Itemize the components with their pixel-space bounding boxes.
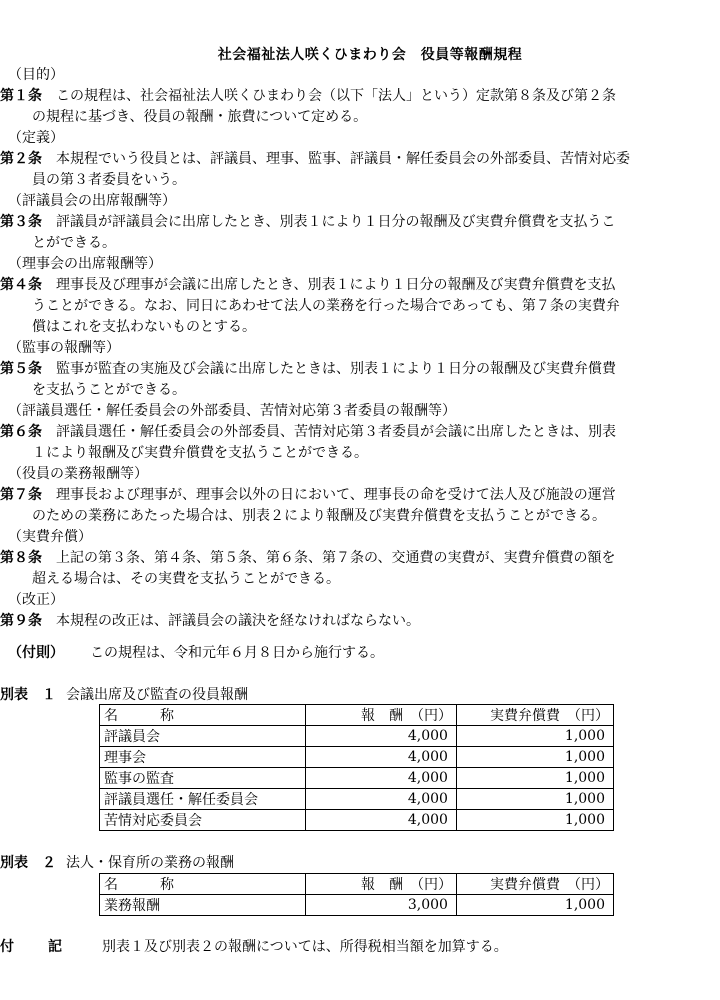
table-header-row (100, 705, 614, 726)
row-name-cell: 苦情対応委員会 (100, 810, 306, 831)
article-text: 理事長および理事が、理事会以外の日において、理事長の命を受けて法人及び施設の運営 (42, 487, 616, 503)
table-row (100, 768, 614, 789)
row-name-cell: 監事の監査 (100, 768, 306, 789)
article-first-line (0, 148, 630, 168)
document-title: 社会福祉法人咲くひまわり会 役員等報酬規程 (217, 47, 523, 63)
table1-remuneration (99, 704, 614, 831)
supplementary-provision (8, 642, 384, 662)
row-name-cell: 評議員選任・解任委員会 (100, 789, 306, 810)
article-number: 第４条 (0, 277, 42, 293)
article-first-line (0, 547, 615, 567)
article-first-line (0, 211, 615, 231)
article-number: 第９条 (0, 613, 42, 629)
article-first-line (0, 421, 616, 441)
article-text: 本規程の改正は、評議員会の議決を経なければならない。 (42, 613, 420, 629)
article-caption: （監事の報酬等） (8, 340, 120, 356)
article-first-line (0, 358, 616, 378)
note-label: 付 記 (0, 939, 72, 955)
fee-cell: 4,000 (306, 789, 457, 810)
table2-title: 法人・保育所の業務の報酬 (66, 855, 234, 871)
fee-cell: 4,000 (306, 726, 457, 747)
table1-label: 別表 １ (0, 687, 56, 703)
fee-cell: 4,000 (306, 768, 457, 789)
article-caption: （評議員会の出席報酬等） (8, 193, 176, 209)
article-number: 第７条 (0, 487, 42, 503)
column-header: 実費弁償費 （円） (456, 874, 613, 895)
article-continuation: のための業務にあたった場合は、別表２により報酬及び実費弁償費を支払うことができる。 (32, 508, 606, 524)
note-text: 別表１及び別表２の報酬については、所得税相当額を加算する。 (102, 939, 508, 955)
article-number: 第５条 (0, 361, 42, 377)
column-header: 報 酬 （円） (306, 705, 457, 726)
supplementary-text: この規程は、令和元年６月８日から施行する。 (90, 645, 384, 661)
expense-cell: 1,000 (456, 768, 613, 789)
article-number: 第６条 (0, 424, 42, 440)
article-caption: （改正） (8, 592, 64, 608)
expense-cell: 1,000 (456, 810, 613, 831)
article-text: 評議員選任・解任委員会の外部委員、苦情対応第３者委員が会議に出席したときは、別表 (42, 424, 616, 440)
column-header: 実費弁償費 （円） (456, 705, 613, 726)
article-text: 評議員が評議員会に出席したとき、別表１により１日分の報酬及び実費弁償費を支払うこ (42, 214, 616, 230)
expense-cell: 1,000 (456, 895, 613, 916)
article-text: 上記の第３条、第４条、第５条、第６条、第７条の、交通費の実費が、実費弁償費の額を (42, 550, 616, 566)
supplementary-label: （付則） (8, 645, 64, 661)
table-row (100, 747, 614, 768)
article-number: 第２条 (0, 151, 42, 167)
table-row (100, 810, 614, 831)
article-text: 本規程でいう役員とは、評議員、理事、監事、評議員・解任委員会の外部委員、苦情対応委 (42, 151, 630, 167)
article-text: 監事が監査の実施及び会議に出席したときは、別表１により１日分の報酬及び実費弁償費 (42, 361, 616, 377)
additional-note (0, 936, 508, 956)
article-caption: （実費弁償） (8, 529, 92, 545)
article-caption: （評議員選任・解任委員会の外部委員、苦情対応第３者委員の報酬等） (8, 403, 456, 419)
column-header: 名 称 (100, 705, 306, 726)
article-caption: （理事会の出席報酬等） (8, 256, 162, 272)
article-continuation: 超える場合は、その実費を支払うことができる。 (32, 571, 340, 587)
row-name-cell: 業務報酬 (100, 895, 306, 916)
article-continuation: 償はこれを支払わないものとする。 (32, 319, 256, 335)
article-caption: （役員の業務報酬等） (8, 466, 148, 482)
row-name-cell: 理事会 (100, 747, 306, 768)
fee-cell: 4,000 (306, 810, 457, 831)
article-caption: （定義） (8, 130, 64, 146)
article-caption: （目的） (8, 67, 64, 83)
table1-title: 会議出席及び監査の役員報酬 (66, 687, 248, 703)
article-number: 第１条 (0, 88, 42, 104)
table2-label: 別表 ２ (0, 855, 56, 871)
expense-cell: 1,000 (456, 789, 613, 810)
article-first-line (0, 85, 616, 105)
article-first-line (0, 484, 616, 504)
expense-cell: 1,000 (456, 726, 613, 747)
article-continuation: とができる。 (32, 235, 116, 251)
article-first-line (0, 274, 615, 294)
table1-heading (0, 684, 248, 704)
expense-cell: 1,000 (456, 747, 613, 768)
table2-heading (0, 852, 234, 872)
article-text: この規程は、社会福祉法人咲くひまわり会（以下「法人」という）定款第８条及び第２条 (42, 88, 616, 104)
article-continuation: うことができる。なお、同日にあわせて法人の業務を行った場合であっても、第７条の実費弁 (32, 298, 620, 314)
article-number: 第８条 (0, 550, 42, 566)
fee-cell: 4,000 (306, 747, 457, 768)
article-continuation: の規程に基づき、役員の報酬・旅費について定める。 (32, 109, 368, 125)
table2-remuneration (99, 873, 614, 916)
article-number: 第３条 (0, 214, 42, 230)
row-name-cell: 評議員会 (100, 726, 306, 747)
column-header: 名 称 (100, 874, 306, 895)
table-header-row (100, 874, 614, 895)
article-continuation: を支払うことができる。 (32, 382, 186, 398)
column-header: 報 酬 （円） (306, 874, 457, 895)
table-row (100, 895, 614, 916)
article-text: 理事長及び理事が会議に出席したとき、別表１により１日分の報酬及び実費弁償費を支払 (42, 277, 616, 293)
article-first-line (0, 610, 420, 630)
article-continuation: １により報酬及び実費弁償費を支払うことができる。 (32, 445, 368, 461)
fee-cell: 3,000 (306, 895, 457, 916)
article-continuation: 員の第３者委員をいう。 (32, 172, 186, 188)
table-row (100, 789, 614, 810)
table-row (100, 726, 614, 747)
